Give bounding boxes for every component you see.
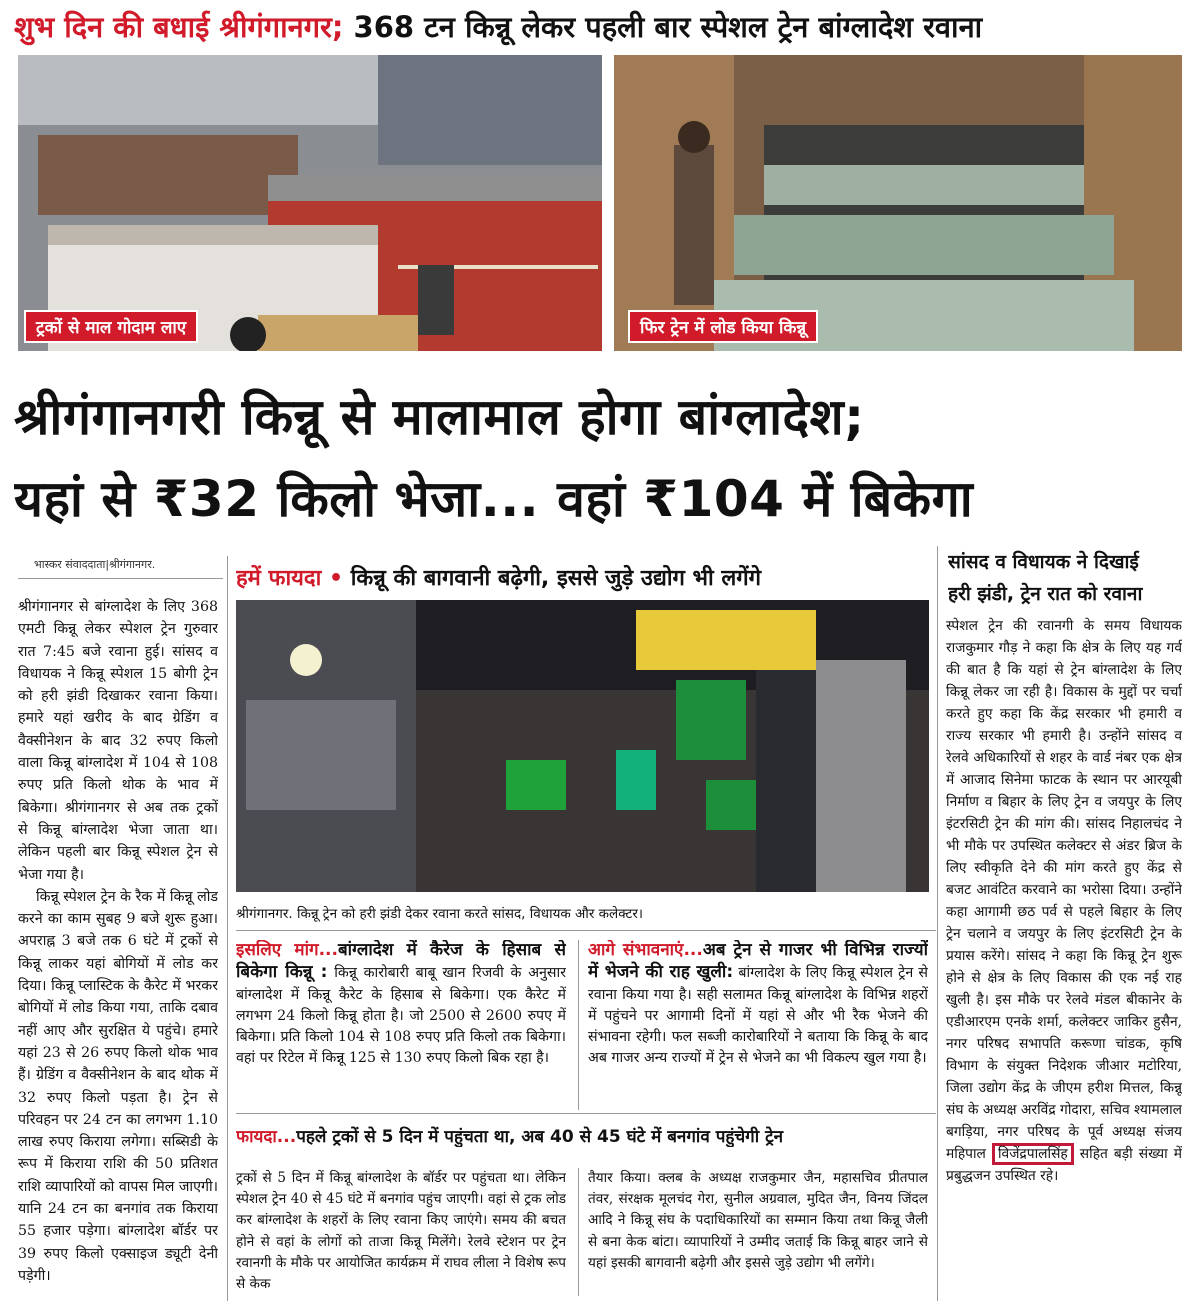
gain-headline [236,1124,936,1147]
main-headline-line2: यहां से ₹32 किलो भेजा... वहां ₹104 में बिकेगा [14,470,974,528]
benefit-headline-black: किन्नू की बागवानी बढ़ेगी, इससे जुड़े उद्योग भी लगेंगे [350,566,762,591]
benefit-headline [236,562,936,592]
truck-photo-image [18,55,602,351]
prospects-block [588,940,928,1110]
demand-block-text: किन्नू कारोबारी बाबू खान रिजवी के अनुसार बांग्लादेश में किन्नू कैरेट के हिसाब से बिकेगा। एक कैरेट में लगभग 24 किलो किन्नू होता है। जो 2500 से 2600 रुपए में बिकेगा। प्रति किलो 104 से 108 रुपए प्रति किलो तक बिकेगा। वहां पर रिटेल में किन्नू 125 से 130 रुपए किलो बिक रहा है। [236,965,566,1067]
top-headline-black: 368 टन किन्नू लेकर पहली बार स्पेशल ट्रेन बांग्लादेश रवाना [353,9,983,44]
bottom-right-text: तैयार किया। क्लब के अध्यक्ष राजकुमार जैन, महासचिव प्रीतपाल तंवर, संरक्षक मूलचंद गेरा, सुनील अग्रवाल, मुदित जैन, विनय जिंदल आदि ने किन्नू संघ के पदाधिकारियों का सम्मान किया तथा किन्नू जैली से बना केक बांटा। व्यापारियों ने उम्मीद जताई कि किन्नू बाहर जाने से यहां इसकी बागवानी बढ़ेगी और इससे जुड़े उद्योग भी लगेंगे। [588,1170,928,1271]
top-headline [14,4,1194,48]
demand-block-red: इसलिए मांग... [236,940,338,960]
right-column-body: स्पेशल ट्रेन की रवानगी के समय विधायक राजकुमार गौड़ ने कहा कि क्षेत्र के लिए यह गर्व की बात है कि यहां से ट्रेन बांग्लादेश के लिए किन्नू लेकर जा रही है। विकास के मुद्दों पर चर्चा करते हुए कहा कि केंद्र सरकार भी हमारी व राज्य सरकार भी हमारी है। उन्होंने सांसद व रेलवे अधिकारियों से शहर के वार्ड नंबर एक क्षेत्र में आजाद सिनेमा फाटक के स्थान पर आरयूबी निर्माण व बिहार के लिए ट्रेन व जयपुर के लिए इंटरसिटी ट्रेन की मांग की। सांसद निहालचंद ने भी मौके पर उपस्थित कलेक्टर से अंडर ब्रिज के लिए स्वीकृति देने की मांग करते हुए केंद्र से बजट आवंटित करवाने का भरोसा दिया। उन्होंने कहा आगामी छठ पर्व से पहले बिहार के लिए ट्रेन चलाने व जयपुर के लिए इंटरसिटी ट्रेन के प्रयास करेंगे। सांसद ने कहा कि किन्नू ट्रेन शुरू होने से क्षेत्र के लिए विकास की एक नई राह खुली है। इस मौके पर रेलवे मंडल बीकानेर के एडीआरएम एनके शर्मा, कलेक्टर जाकिर हुसैन, नगर परिषद सभापति करूणा चांडक, कृषि विभाग के संयुक्त निदेशक जीआर मटोरिया, जिला उद्योग केंद्र के जीएम हरीश मित्तल, किन्नू संघ के अध्यक्ष अरविंद्र गोदारा, सचिव श्यामलाल बगड़िया, नगर परिषद के पूर्व अध्यक्ष संजय महिपाल [946,618,1182,1162]
crates-photo [614,55,1182,351]
prospects-block-red: आगे संभावनाएं... [588,940,703,960]
right-column-headline-2: हरी झंडी, ट्रेन रात को रवाना [948,583,1143,605]
byline-rule [18,578,223,579]
gain-headline-red: फायदा... [236,1127,297,1147]
demand-block-bold: बांग्लादेश में कैरेज के हिसाब से बिकेगा किन्नू : [236,940,566,983]
gain-headline-black: पहले ट्रकों से 5 दिन में पहुंचता था, अब 40 से 45 घंटे में बनगांव पहुंचेगी ट्रेन [296,1127,784,1147]
highlighted-name: विजेंद्रपालसिंह [992,1143,1074,1165]
truck-photo [18,55,602,351]
main-headline-line1: श्रीगंगानगरी किन्नू से मालामाल होगा बांग्लादेश; [14,388,865,446]
left-column-paragraph-2: किन्नू स्पेशल ट्रेन के रैक में किन्नू लोड करने का काम सुबह 9 बजे शुरू हुआ। अपराह्न 3 बजे तक 6 घंटे में ट्रकों से किन्नू लाकर यहां बोगियों में लोड कर दिया। किन्नू प्लास्टिक के कैरेट में भरकर बोगियों में लोड किया गया, ताकि दबाव नहीं आए और सुरक्षित ये पहुंचे। हमारे यहां 23 से 26 रुपए किलो थोक भाव हैं। ग्रेडिंग व वैक्सीनेशन के बाद थोक में 32 रुपए किलो पड़ता है। ट्रेन से परिवहन पर 24 टन का लगभग 1.10 लाख रुपए किराया लगेगा। सब्सिडी के रूप में किराया राशि की 50 प्रतिशत राशि व्यापारियों को वापस मिल जाएगी। यानि 24 टन का बनगांव तक किराया 55 हजार पड़ेगा। बांग्लादेश बॉर्डर पर 39 रुपए किलो एक्साइज ड्यूटी देनी पड़ेगी। [18,888,218,1284]
flag-off-photo-image [236,600,929,892]
demand-block [236,940,566,1110]
benefit-headline-red: हमें फायदा • [236,566,344,591]
center-lower-divider [578,940,579,1110]
left-column-divider [227,556,228,1301]
prospects-block-bold: अब ट्रेन से गाजर भी विभिन्न राज्यों में भेजने की राह खुली: [588,940,928,983]
top-headline-red: शुभ दिन की बधाई श्रीगंगानगर; [14,9,344,44]
right-column-headline-1: सांसद व विधायक ने दिखाई [948,551,1139,573]
right-column-text [946,615,1182,1305]
truck-photo-caption: ट्रकों से माल गोदाम लाए [24,310,198,343]
flag-off-photo [236,600,929,892]
crates-photo-caption: फिर ट्रेन में लोड किया किन्नू [628,310,818,343]
crates-photo-image [614,55,1182,351]
right-column-divider [937,546,938,1301]
prospects-block-text: बांग्लादेश के लिए किन्नू स्पेशल ट्रेन से रवाना किया गया है। सही सलामत किन्नू बांग्लादेश के विभिन्न शहरों में पहुंचने पर आगामी दिनों में यहां से और भी रैक भेजने की संभावना रहेगी। फल सब्जी कारोबारियों ने बताया कि किन्नू के बाद अब गाजर अन्य राज्यों में ट्रेन से भेजने का भी विकल्प खुल गया है। [588,965,928,1067]
left-column-paragraph-1: श्रीगंगानगर से बांग्लादेश के लिए 368 एमटी किन्नू लेकर स्पेशल ट्रेन गुरुवार रात 7:45 बजे रवाना हुई। सांसद व विधायक ने किन्नू स्पेशल 15 बोगी ट्रेन को हरी झंडी दिखाकर रवाना किया। हमारे यहां खरीद के बाद ग्रेडिंग व वैक्सीनेशन के बाद 32 रुपए किलो वाला किन्नू बांग्लादेश में 104 से 108 रुपए प्रति किलो थोक के भाव में बिकेगा। श्रीगंगानगर से अब तक ट्रकों से किन्नू बांग्लादेश भेजा जाता था। लेकिन पहली बार किन्नू स्पेशल ट्रेन से भेजा गया है। [18,599,218,883]
byline: भास्कर संवाददाता|श्रीगंगानगर. [34,558,156,571]
flag-off-photo-caption: श्रीगंगानगर. किन्नू ट्रेन को हरी झंडी देकर रवाना करते सांसद, विधायक और कलेक्टर। [236,906,643,922]
right-column-tail: सहित बड़ी संख्या में प्रबुद्धजन उपस्थित रहे। [946,1146,1182,1184]
left-column-text [18,596,218,1296]
bottom-left-text: ट्रकों से 5 दिन में किन्नू बांग्लादेश के बॉर्डर पर पहुंचता था। लेकिन स्पेशल ट्रेन 40 से 45 घंटे में बनगांव पहुंच जाएगी। वहां से ट्रक लोड कर बांग्लादेश के शहरों के लिए रवाना किए जाएंगे। समय की बचत होने से वहां के लोगों को ताजा किन्नू मिलेंगे। रेलवे स्टेशन पर ट्रेन रवानगी के मौके पर आयोजित कार्यक्रम में राघव लीला ने विशेष रूप से केक [236,1170,566,1293]
bottom-divider [578,1168,579,1296]
gain-headline-rule [236,1113,936,1114]
photo-caption-rule [236,930,936,931]
